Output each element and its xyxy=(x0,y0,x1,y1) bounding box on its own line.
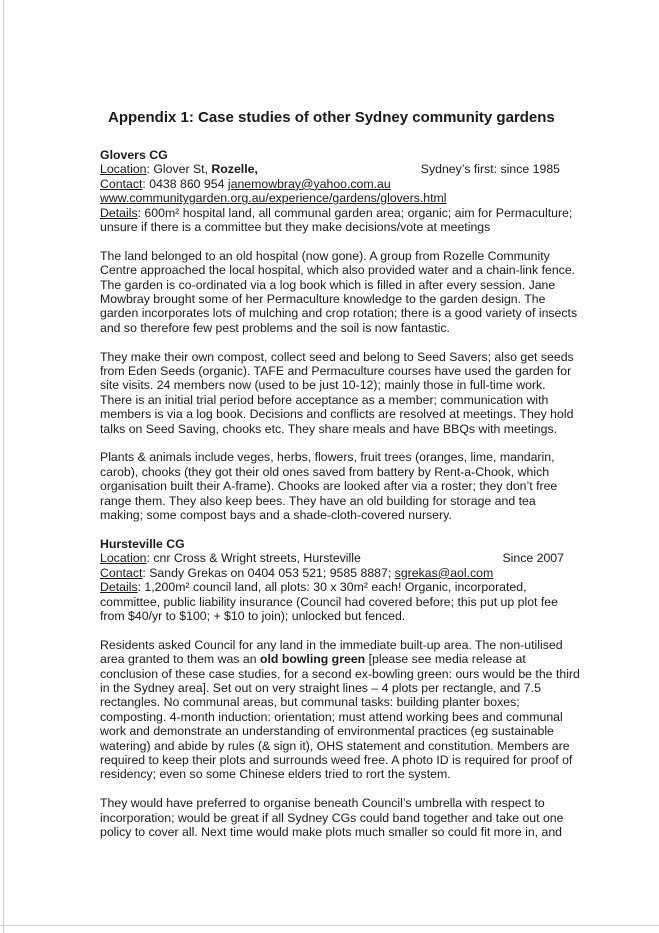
text-line: making; some compost bays and a shade-cloth-covered nursery. xyxy=(100,508,452,523)
text-line: and so therefore few pest problems and the soil is now fantastic. xyxy=(100,320,450,335)
glovers-url-link[interactable]: www.communitygarden.org.au/experience/gardens/glovers.html xyxy=(100,191,447,206)
glovers-paragraph-1 xyxy=(100,248,578,335)
since-text: Since 2007 xyxy=(502,551,564,566)
hurstville-details-row-2: committee, public liability insurance (Council had covered before; this put up plot fee xyxy=(100,594,558,609)
hurstville-paragraph-2 xyxy=(100,796,570,839)
text-line: members is via a log book. Decisions and conflicts are resolved at meetings. They hold xyxy=(100,407,574,422)
details-text: : 600m² hospital land, all communal garden area; organic; aim for Permaculture; xyxy=(137,205,573,220)
scan-margin-line xyxy=(3,0,4,933)
section-heading-glovers: Glovers CG xyxy=(100,148,168,162)
contact-email-link[interactable]: janemowbray@yahoo.com.au xyxy=(227,176,391,191)
details-text: : 1,200m² council land, all plots: 30 x 30m² each! Organic, incorporated, xyxy=(137,580,527,595)
page-title: Appendix 1: Case studies of other Sydney community gardens xyxy=(108,109,555,126)
text-run: area granted to them was an xyxy=(100,652,260,667)
contact-text: : 0438 860 954 xyxy=(142,176,228,191)
text-line: work and demonstrate an understanding of environmental practices (eg sustainable xyxy=(100,724,554,739)
contact-label: Contact xyxy=(100,565,143,580)
location-suburb: Rozelle, xyxy=(211,162,258,177)
text-line: policy to cover all. Next time would make plots much smaller so could fit more in, and xyxy=(100,825,563,839)
text-line: range them. They also keep bees. They have an old building for storage and tea xyxy=(100,493,536,508)
text-line: Centre approached the local hospital, which also provided water and a chain-link fence. xyxy=(100,263,576,278)
glovers-paragraph-2 xyxy=(100,349,574,436)
glovers-details-row xyxy=(100,205,573,220)
text-line: in the Sydney area]. Set out on very straight lines – 4 plots per rectangle, and 7.5 xyxy=(100,680,541,695)
document-body xyxy=(100,148,580,839)
section-heading-hurstville: Hursteville CG xyxy=(100,536,185,551)
details-label: Details xyxy=(100,580,138,595)
text-line: required to keep their plots and surrounds weed free. A photo ID is required for proof of xyxy=(100,752,573,767)
location-text: : Glover St, xyxy=(146,162,212,177)
text-line: They make their own compost, collect seed and belong to Seed Savers; also get seeds xyxy=(100,349,574,364)
text-line: incorporation; would be great if all Sydney CGs could band together and take out one xyxy=(100,810,564,825)
text-line: There is an initial trial period before acceptance as a member; communication with xyxy=(100,392,549,407)
text-line: conclusion of these case studies, for a second ex-bowling green: ours would be the third xyxy=(100,666,580,681)
hurstville-details-row-3: from $40/yr to $100; + $10 to join); unlocked but fenced. xyxy=(100,608,406,623)
glovers-location-row xyxy=(100,162,570,176)
text-line xyxy=(100,652,526,666)
contact-text: : Sandy Grekas on 0404 053 521; 9585 8887; xyxy=(142,565,395,580)
text-line: talks on Seed Saving, chooks etc. They share meals and have BBQs with meetings. xyxy=(100,421,558,436)
hurstville-contact-row xyxy=(100,566,570,580)
location-text: : cnr Cross & Wright streets, Hursteville xyxy=(146,551,361,566)
scan-bottom-line xyxy=(0,925,659,926)
text-line: watering) and abide by rules (& sign it), OHS statement and constitution. Members are xyxy=(100,738,570,753)
text-line: site visits. 24 members now (used to be just 10-12); mainly those in full-time work. xyxy=(100,378,546,393)
text-line: composting. 4-month induction: orientation; must attend working bees and communal xyxy=(100,709,563,724)
text-line: garden incorporates lots of mulching and crop rotation; there is a good variety of insects xyxy=(100,306,578,321)
text-line: rectangles. No communal areas, but communal tasks: building planter boxes; xyxy=(100,695,520,710)
location-label: Location xyxy=(100,551,147,566)
text-line: The land belonged to an old hospital (now gone). A group from Rozelle Community xyxy=(100,248,550,263)
glovers-contact-row xyxy=(100,177,570,191)
text-line: carob), chooks (they got their old ones saved from battery by Rent-a-Chook, which xyxy=(100,464,550,479)
hurstville-details-row xyxy=(100,580,570,594)
text-line: They would have preferred to organise beneath Council’s umbrella with respect to xyxy=(100,796,545,811)
text-run: [please see media release at xyxy=(365,652,526,667)
contact-email-link[interactable]: sgrekas@aol.com xyxy=(394,565,494,580)
location-label: Location xyxy=(100,162,147,177)
text-line: The garden is co-ordinated via a log book which is filled in after every session. Jane xyxy=(100,277,556,292)
glovers-paragraph-3 xyxy=(100,450,570,522)
details-label: Details xyxy=(100,205,138,220)
text-line: Residents asked Council for any land in the immediate built-up area. The non-utilised xyxy=(100,637,563,652)
text-line: Mowbray brought some of her Permaculture knowledge to the garden design. The xyxy=(100,292,546,307)
contact-label: Contact xyxy=(100,176,143,191)
glovers-details-row-2: unsure if there is a committee but they make decisions/vote at meetings xyxy=(100,220,491,235)
text-line: organisation built their A-frame). Chooks are looked after via a roster; they don’t free xyxy=(100,479,558,494)
text-line: Plants & animals include veges, herbs, flowers, fruit trees (oranges, lime, mandarin, xyxy=(100,450,555,465)
text-line: from Eden Seeds (organic). TAFE and Permaculture courses have used the garden for xyxy=(100,364,572,379)
hurstville-paragraph-1 xyxy=(100,637,580,782)
hurstville-location-row xyxy=(100,551,570,565)
bold-run: old bowling green xyxy=(259,652,366,667)
text-line: residency; even so some Chinese elders tried to rort the system. xyxy=(100,767,451,782)
since-text: Sydney’s first: since 1985 xyxy=(420,162,560,177)
